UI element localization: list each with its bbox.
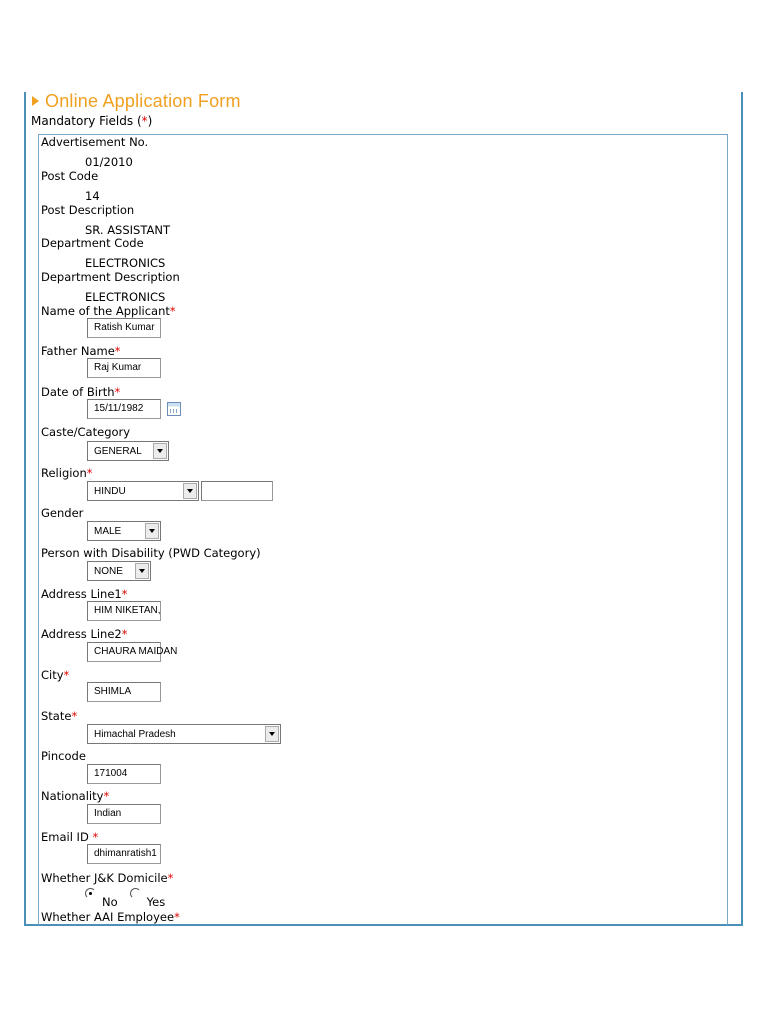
form-title-row [32, 90, 241, 112]
field-label: Post Code [41, 169, 99, 183]
select-value: GENERAL [94, 445, 142, 457]
field-label: Department Description [41, 270, 180, 284]
chevron-down-icon[interactable] [183, 483, 197, 499]
field-address-line2 [41, 627, 128, 641]
field-label: City* [41, 668, 70, 682]
father-name-input[interactable]: Raj Kumar [87, 358, 161, 378]
jk-domicile-yes-radio[interactable] [130, 888, 141, 899]
field-father-name [41, 344, 121, 358]
field-pincode [41, 749, 86, 763]
field-address-line1 [41, 587, 128, 601]
field-label: Date of Birth* [41, 385, 121, 399]
frame-right-border [741, 92, 743, 925]
department-description-value: ELECTRONICS [85, 290, 166, 304]
radio-label-yes: Yes [146, 895, 166, 909]
calendar-icon[interactable] [167, 402, 181, 416]
frame-left-border [24, 92, 26, 925]
jk-domicile-radio-group [85, 888, 177, 909]
field-caste-category [41, 425, 130, 439]
select-value: HINDU [94, 485, 126, 497]
field-label: Caste/Category [41, 425, 131, 439]
gender-select[interactable] [87, 521, 161, 541]
field-label: Whether AAI Employee* [41, 910, 180, 924]
chevron-down-icon[interactable] [153, 443, 167, 459]
nationality-input[interactable]: Indian [87, 804, 161, 824]
field-label: Post Description [41, 203, 135, 217]
caste-category-select[interactable] [87, 441, 169, 461]
field-state [41, 709, 77, 723]
field-applicant-name [41, 304, 176, 318]
dob-row [39, 399, 199, 421]
email-input[interactable]: dhimanratish1 [87, 844, 161, 864]
arrow-right-icon [32, 96, 39, 106]
field-post-description [41, 203, 134, 217]
field-nationality [41, 789, 109, 803]
field-label: Email ID * [41, 830, 99, 844]
field-label: Nationality* [41, 789, 110, 803]
field-advertisement-no [41, 135, 148, 149]
mandatory-fields-note: Mandatory Fields (*) [31, 114, 153, 128]
city-input[interactable]: SHIMLA [87, 682, 161, 702]
address-line1-input[interactable]: HIM NIKETAN, [87, 601, 161, 621]
field-label: State* [41, 709, 78, 723]
pwd-category-select[interactable] [87, 561, 151, 581]
field-aai-employee [41, 910, 180, 924]
select-value: MALE [94, 525, 122, 537]
field-email [41, 830, 98, 844]
field-pwd-category [41, 546, 261, 560]
department-code-value: ELECTRONICS [85, 256, 166, 270]
field-label: Department Code [41, 236, 144, 250]
chevron-down-icon[interactable] [135, 563, 149, 579]
field-label: Advertisement No. [41, 135, 149, 149]
field-city [41, 668, 69, 682]
field-label: Address Line1* [41, 587, 128, 601]
address-line2-input[interactable]: CHAURA MAIDAN [87, 642, 161, 662]
field-label: Whether J&K Domicile* [41, 871, 174, 885]
field-gender [41, 506, 83, 520]
chevron-down-icon[interactable] [265, 726, 279, 742]
field-jk-domicile [41, 871, 173, 885]
field-label: Gender [41, 506, 84, 520]
field-religion [41, 466, 93, 480]
select-value: Himachal Pradesh [94, 728, 176, 740]
religion-select[interactable] [87, 481, 199, 501]
page-title: Online Application Form [45, 90, 241, 111]
field-date-of-birth [41, 385, 120, 399]
application-form [38, 134, 728, 925]
chevron-down-icon[interactable] [145, 523, 159, 539]
post-code-value: 14 [85, 189, 100, 203]
field-post-code [41, 169, 98, 183]
select-value: NONE [94, 565, 123, 577]
field-label: Pincode [41, 749, 86, 763]
date-of-birth-input[interactable]: 15/11/1982 [87, 399, 161, 419]
field-label: Address Line2* [41, 627, 128, 641]
state-select[interactable] [87, 724, 281, 744]
field-department-code [41, 236, 144, 250]
post-description-value: SR. ASSISTANT [85, 223, 170, 237]
field-label: Father Name* [41, 344, 121, 358]
radio-label-no: No [102, 895, 118, 909]
pincode-input[interactable]: 171004 [87, 764, 161, 784]
jk-domicile-no-radio[interactable] [85, 888, 96, 899]
religion-other-input[interactable] [201, 481, 273, 501]
field-label: Person with Disability (PWD Category) [41, 546, 261, 560]
field-department-description [41, 270, 180, 284]
applicant-name-input[interactable]: Ratish Kumar [87, 318, 161, 338]
field-label: Name of the Applicant* [41, 304, 176, 318]
field-label: Religion* [41, 466, 93, 480]
advertisement-no-value: 01/2010 [85, 155, 133, 169]
